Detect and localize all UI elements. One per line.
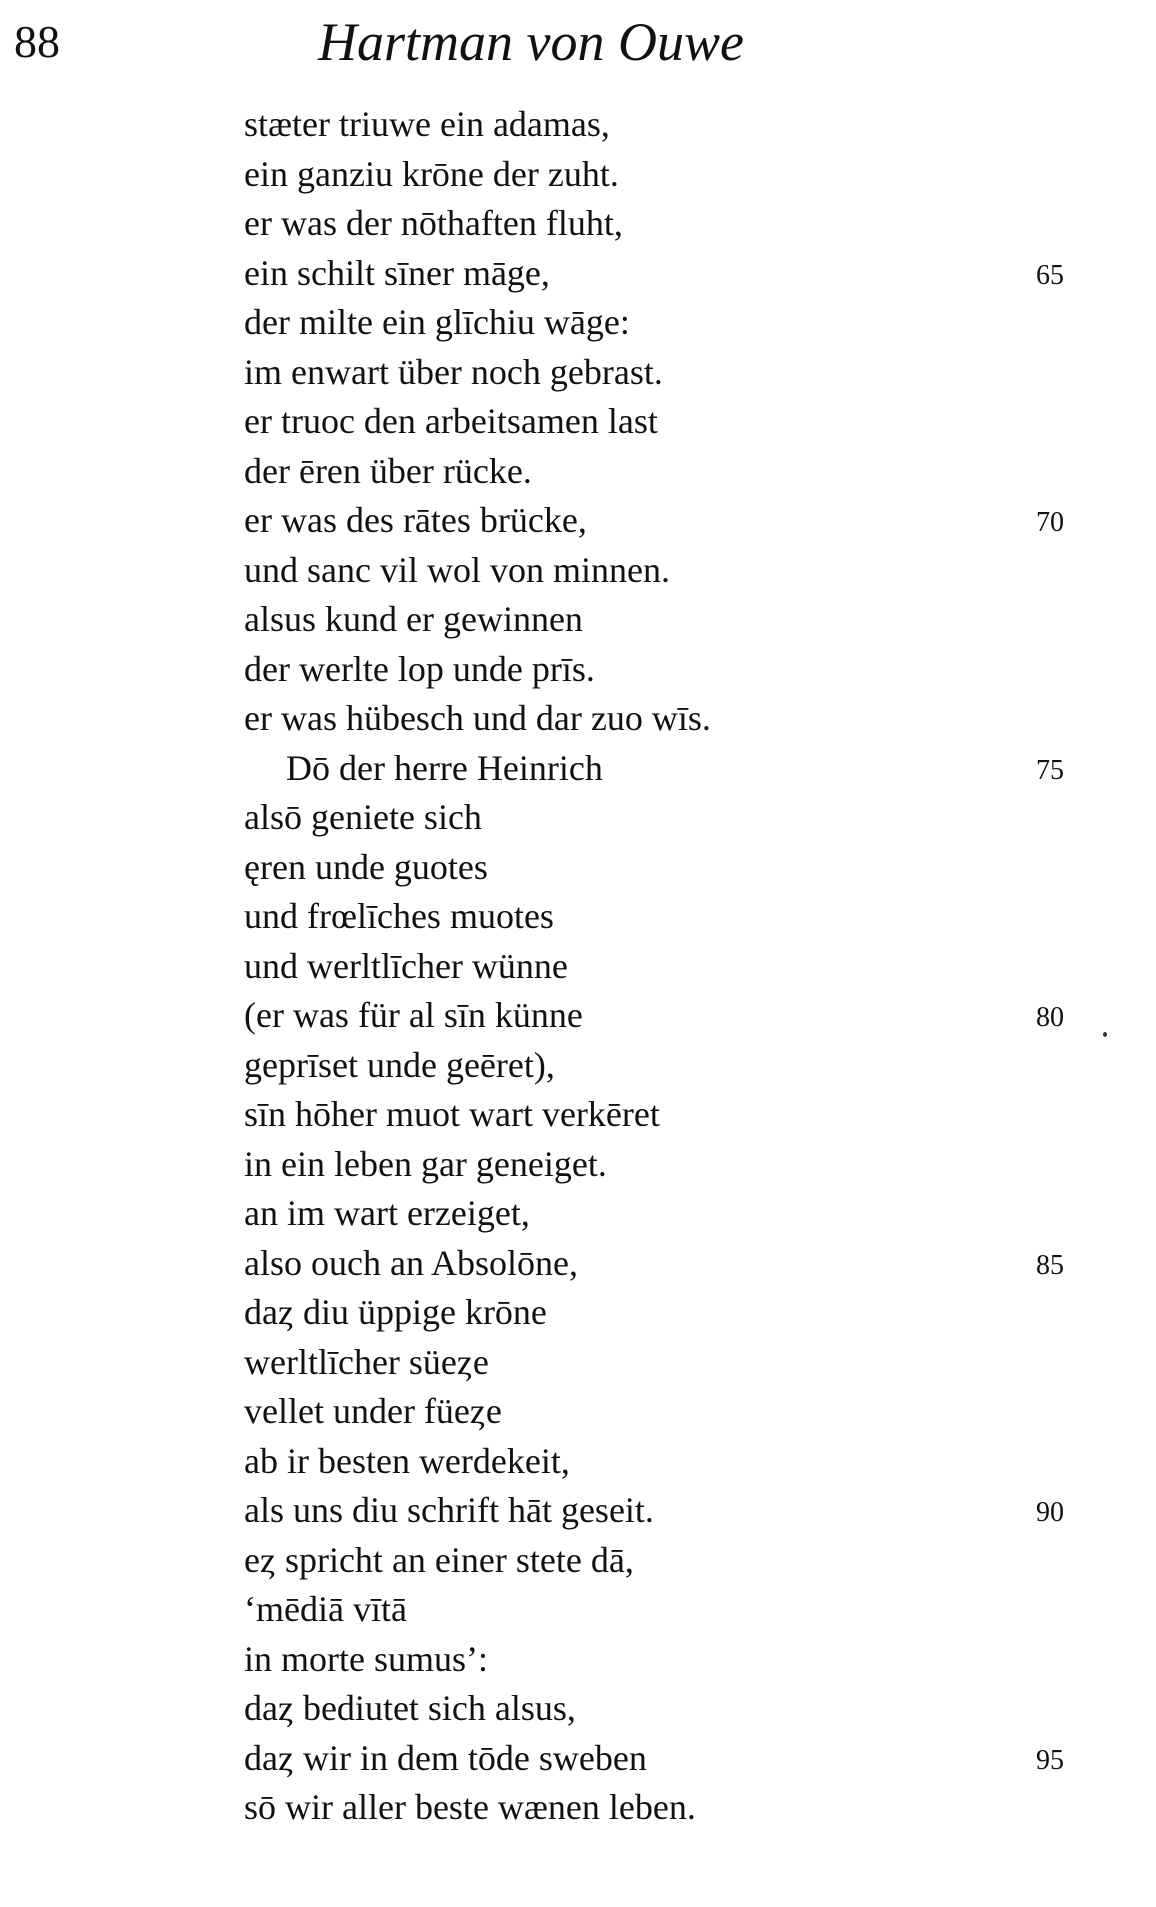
verse-text: als uns diu schrift hāt geseit. (244, 1490, 654, 1530)
line-number: 90 (1036, 1497, 1064, 1528)
verse-text: er truoc den arbeitsamen last (244, 401, 658, 441)
line-number: 75 (1036, 754, 1064, 786)
verse-text: ‘mēdiā vītā (244, 1589, 407, 1629)
verse-line (244, 892, 1084, 942)
verse-line (244, 496, 1084, 546)
verse-line (244, 1387, 1084, 1437)
verse-text: (er was für al sīn künne (244, 995, 583, 1035)
verse-text: ab ir besten werdekeit, (244, 1440, 570, 1481)
verse-text: ein schilt sīner māge, (244, 252, 550, 293)
verse-line (244, 298, 1084, 348)
verse-line (244, 1437, 1084, 1487)
verse-line (244, 1734, 1084, 1784)
verse-line (244, 1090, 1084, 1140)
verse-text: sīn hōher muot wart verkēret (244, 1094, 660, 1134)
verse-line (244, 1189, 1084, 1239)
line-number: 65 (1036, 259, 1064, 291)
verse-text: also ouch an Absolōne, (244, 1242, 578, 1283)
verse-line (244, 397, 1084, 447)
verse-line (244, 150, 1084, 200)
verse-text: stæter triuwe ein adamas, (244, 104, 610, 144)
verse-line (244, 843, 1084, 893)
verse-text: ęren unde guotes (244, 846, 488, 887)
verse-text: daȥ bediutet sich alsus, (244, 1688, 576, 1728)
verse-line (244, 447, 1084, 497)
verse-text: in ein leben gar geneiget. (244, 1143, 607, 1184)
verse-text: vellet under füeȥe (244, 1391, 502, 1431)
verse-line (244, 942, 1084, 992)
verse-line (244, 1635, 1084, 1685)
print-speck (1103, 1032, 1107, 1037)
verse-text: ein ganziu krōne der zuht. (244, 153, 619, 194)
verse-text: daȥ diu üppige krōne (244, 1292, 547, 1332)
line-number: 80 (1036, 1002, 1064, 1033)
verse-text: der milte ein glīchiu wāge: (244, 302, 630, 342)
verse-line (244, 1239, 1084, 1289)
verse-text: geprīset unde geēret), (244, 1044, 555, 1085)
verse-line (244, 1338, 1084, 1388)
verse-line (244, 744, 1084, 794)
verse-line (244, 199, 1084, 249)
verse-line (244, 1041, 1084, 1091)
verse-line (244, 793, 1084, 843)
verse-text: Dō der herre Heinrich (286, 747, 603, 788)
verse-line (244, 100, 1084, 150)
line-number: 85 (1036, 1249, 1064, 1281)
verse-line (244, 1585, 1084, 1635)
verse-line (244, 1684, 1084, 1734)
line-number: 70 (1036, 507, 1064, 538)
verse-text: er was hübesch und dar zuo wīs. (244, 698, 711, 738)
verse-line (244, 348, 1084, 398)
verse-line (244, 694, 1084, 744)
verse-line (244, 1288, 1084, 1338)
verse-line (244, 991, 1084, 1041)
verse-text: und frœlīches muotes (244, 896, 554, 936)
running-title: Hartman von Ouwe (318, 12, 744, 72)
line-number: 95 (1036, 1744, 1064, 1776)
verse-line (244, 1783, 1084, 1833)
verse-text: eȥ spricht an einer stete dā, (244, 1539, 634, 1580)
verse-text: daȥ wir in dem tōde sweben (244, 1737, 647, 1778)
verse-line (244, 595, 1084, 645)
verse-text: in morte sumus’: (244, 1638, 488, 1679)
verse-line (244, 645, 1084, 695)
verse-text: er was der nōthaften fluht, (244, 203, 623, 243)
verse-line (244, 1536, 1084, 1586)
verse-line (244, 546, 1084, 596)
verse-line (244, 249, 1084, 299)
verse-text: alsus kund er gewinnen (244, 599, 583, 639)
verse-text: der werlte lop unde prīs. (244, 648, 595, 689)
verse-text: im enwart über noch gebrast. (244, 351, 663, 392)
page-number: 88 (14, 16, 60, 67)
verse-text: sō wir aller beste wænen leben. (244, 1787, 696, 1827)
verse-text: alsō geniete sich (244, 797, 482, 837)
verse-text: er was des rātes brücke, (244, 500, 587, 540)
verse-text: an im wart erzeiget, (244, 1193, 530, 1233)
verse-text: der ēren über rücke. (244, 450, 532, 491)
verse-block (244, 100, 1084, 1833)
verse-text: werltlīcher süeȥe (244, 1341, 489, 1382)
verse-text: und werltlīcher wünne (244, 945, 568, 986)
verse-line (244, 1140, 1084, 1190)
verse-text: und sanc vil wol von minnen. (244, 549, 670, 590)
verse-line (244, 1486, 1084, 1536)
